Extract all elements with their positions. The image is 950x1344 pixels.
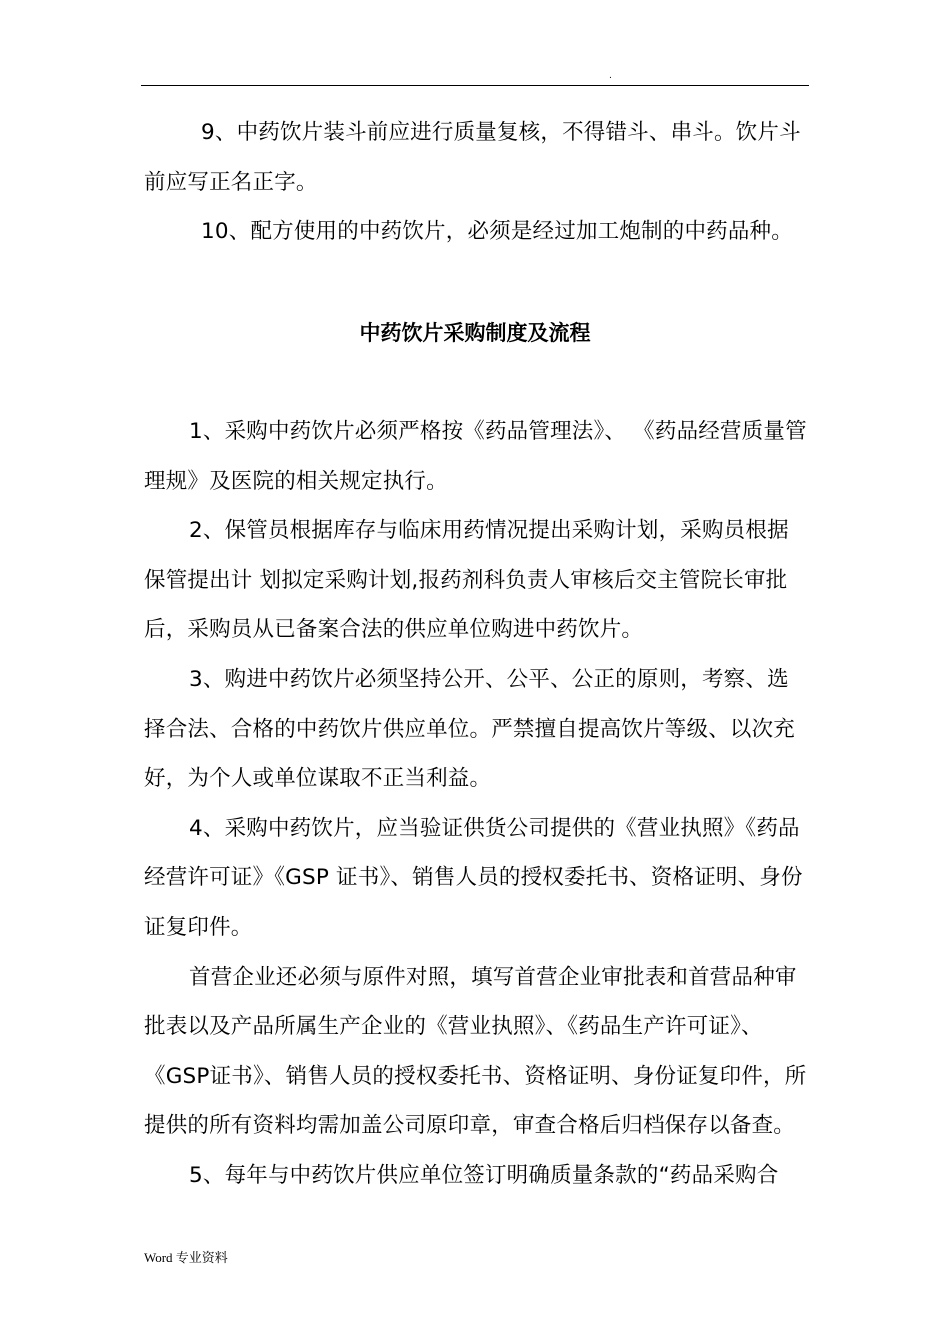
paragraph-2: 2、保管员根据库存与临床用药情况提出采购计划，采购员根据保管提出计 划拟定采购计划,报药剂科负责人审核后交主管院长审批后，采购员从已备案合法的供应单位购进中药饮片。 xyxy=(144,518,789,643)
paragraph-4: 4、采购中药饮片，应当验证供货公司提供的《营业执照》《药品经营许可证》《GSP 证书》、销售人员的授权委托书、资格证明、身份证复印件。 xyxy=(144,815,803,940)
main-section xyxy=(144,407,809,1201)
paragraph-5: 5、每年与中药饮片供应单位签订明确质量条款的“药品采购合 xyxy=(189,1162,779,1188)
paragraph-3: 3、购进中药饮片必须坚持公开、公平、公正的原则，考察、选择合法、合格的中药饮片供应单位。严禁擅自提高饮片等级、以次充好，为个人或单位谋取不正当利益。 xyxy=(144,666,796,792)
item-9-paragraph: 9、中药饮片装斗前应进行质量复核，不得错斗、串斗。饮片斗前应写正名正字。 xyxy=(144,120,801,195)
footer-label: Word 专业资料 xyxy=(144,1250,228,1265)
paragraph-first-operation: 首营企业还必须与原件对照，填写首营企业审批表和首营品种审批表以及产品所属生产企业的《营业执照》、《药品生产许可证》、《GSP证书》、销售人员的授权委托书、资格证明、身份证复印件，所提供的所有资料均需加盖公司原印章，审查合格后归档保存以备查。 xyxy=(144,964,807,1139)
header-rule xyxy=(141,85,809,86)
paragraph-1: 1、采购中药饮片必须严格按《药品管理法》、 《药品经营质量管理规》及医院的相关规定执行。 xyxy=(144,419,807,494)
header-dot: . xyxy=(609,71,612,81)
top-section xyxy=(144,108,809,257)
section-title: 中药饮片采购制度及流程 xyxy=(359,321,591,345)
item-10-paragraph: 10、配方使用的中药饮片，必须是经过加工炮制的中药品种。 xyxy=(201,219,793,245)
